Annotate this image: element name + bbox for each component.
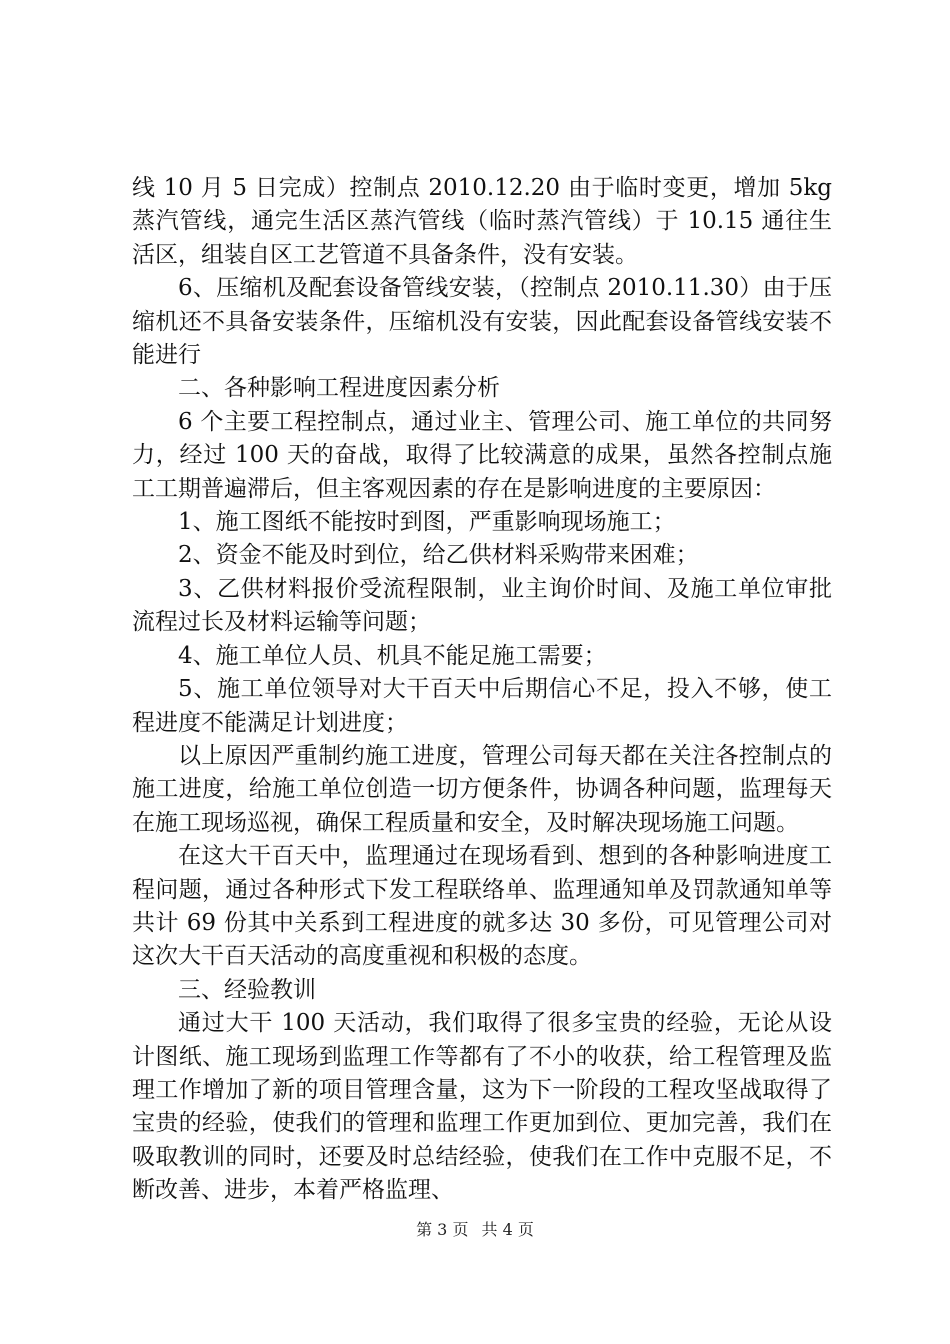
list-item-1: 1、施工图纸不能按时到图，严重影响现场施工；: [178, 509, 676, 536]
page-number: 第 3 页: [416, 1220, 469, 1239]
paragraph-10: 以上原因严重制约施工进度，管理公司每天都在关注各控制点的施工进度，给施工单位创造一切方便条件，协调各种问题，监理每天在施工现场巡视，确保工程质量和安全，及时解决现场施工问题。: [132, 742, 832, 836]
page-footer: [0, 1217, 950, 1240]
document-body: [132, 172, 832, 1208]
paragraph-1: 线 10 月 5 日完成）控制点 2010.12.20 由于临时变更，增加 5kg 蒸汽管线，通完生活区蒸汽管线（临时蒸汽管线）于 10.15 通往生活区，组装自区工艺管道不具备条件，没有安装。: [132, 175, 832, 268]
page-total: 共 4 页: [481, 1220, 534, 1239]
paragraph-13: 通过大干 100 天活动，我们取得了很多宝贵的经验，无论从设计图纸、施工现场到监理工作等都有了不小的收获，给工程管理及监理工作增加了新的项目管理含量，这为下一阶段的工程攻坚战取得了宝贵的经验，使我们的管理和监理工作更加到位、更加完善，我们在吸取教训的同时，还要及时总结经验，使我们在工作中克服不足，不断改善、进步，本着严格监理、: [132, 1010, 832, 1204]
list-item-4: 4、施工单位人员、机具不能足施工需要；: [178, 642, 607, 669]
section-heading-2: 二、各种影响工程进度因素分析: [178, 375, 500, 402]
paragraph-2: 6、压缩机及配套设备管线安装，（控制点 2010.11.30）由于压缩机还不具备安装条件，压缩机没有安装，因此配套设备管线安装不能进行: [132, 275, 832, 369]
list-item-3: 3、乙供材料报价受流程限制，业主询价时间、及施工单位审批流程过长及材料运输等问题；: [132, 575, 832, 636]
paragraph-4: 6 个主要工程控制点，通过业主、管理公司、施工单位的共同努力，经过 100 天的奋战，取得了比较满意的成果，虽然各控制点施工工期普遍滞后，但主客观因素的存在是影响进度的主要原因：: [132, 408, 832, 502]
list-item-5: 5、施工单位领导对大干百天中后期信心不足，投入不够，使工程进度不能满足计划进度；: [132, 676, 832, 736]
list-item-2: 2、资金不能及时到位，给乙供材料采购带来困难；: [178, 542, 699, 569]
paragraph-11: 在这大干百天中，监理通过在现场看到、想到的各种影响进度工程问题，通过各种形式下发工程联络单、监理通知单及罚款通知单等共计 69 份其中关系到工程进度的就多达 30 多份，可见管理公司对这次大干百天活动的高度重视和积极的态度。: [132, 843, 832, 970]
section-heading-3: 三、经验教训: [178, 976, 316, 1003]
